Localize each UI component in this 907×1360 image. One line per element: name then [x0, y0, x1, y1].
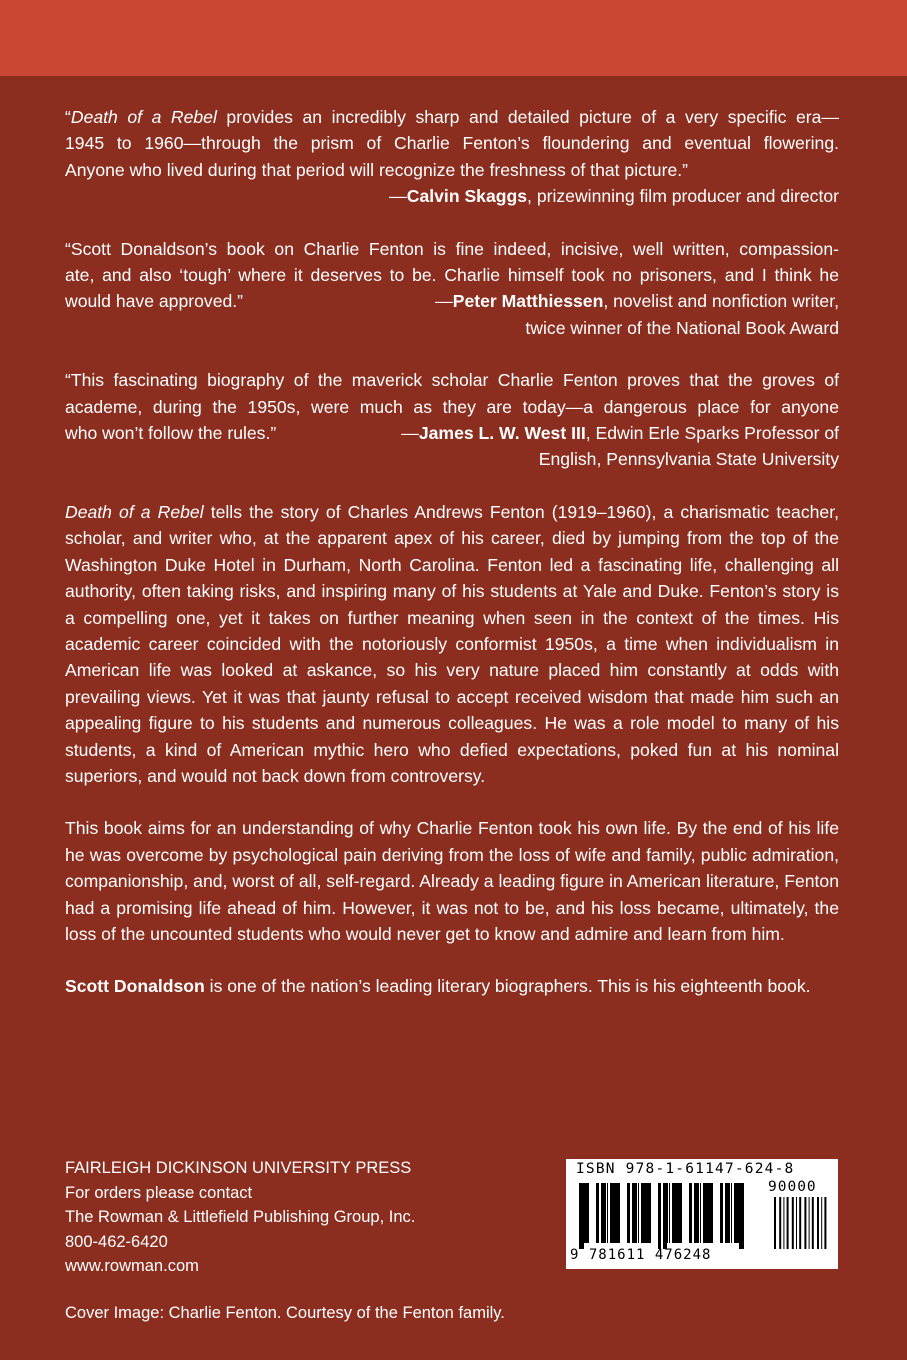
barcode-addon-bar: [792, 1197, 794, 1249]
author-name: Scott Donaldson: [65, 976, 205, 997]
barcode-bar: [700, 1183, 701, 1243]
barcode-bar: [607, 1183, 608, 1243]
barcode-bar: [627, 1183, 630, 1243]
barcode-addon-bar: [809, 1197, 810, 1249]
barcode-digits: 9 781611 476248: [570, 1247, 712, 1263]
attribution-name: James L. W. West III: [418, 423, 586, 444]
barcode-bar: [725, 1183, 728, 1243]
publisher-name: FAIRLEIGH DICKINSON UNIVERSITY PRESS: [65, 1159, 412, 1177]
author-bio: Scott Donaldson is one of the nation’s leading literary biographers. This is his eighteenth book.: [65, 976, 811, 997]
blurb-quote-line: ate, and also ‘tough’ where it deserves to be. Charlie himself took no prisoners, and I think he: [65, 265, 839, 286]
barcode-bars-icon: [576, 1183, 828, 1249]
barcode-addon-bar: [783, 1197, 784, 1249]
publisher-info: [65, 1156, 485, 1279]
barcode-bar: [672, 1183, 674, 1243]
orders-text: For orders please contact: [65, 1183, 253, 1202]
barcode-bar: [615, 1183, 617, 1243]
barcode-bar: [720, 1183, 723, 1243]
barcode-bar: [705, 1183, 708, 1243]
barcode-bar: [677, 1183, 679, 1243]
blurb-quote-line: “Scott Donaldson’s book on Charlie Fenton is fine indeed, incisive, well written, compassion-: [65, 238, 839, 259]
blurb-attribution-line2: English, Pennsylvania State University: [538, 449, 839, 470]
blurb-quote-line: 1945 to 1960—through the prism of Charlie Fenton’s floundering and eventual flowering.: [65, 133, 839, 154]
barcode-bar: [680, 1183, 682, 1243]
back-cover-text: [65, 104, 839, 1000]
barcode-bar: [601, 1183, 604, 1243]
barcode-bar: [667, 1183, 668, 1243]
barcode-addon-bar: [817, 1197, 819, 1249]
barcode-addon-bar: [796, 1197, 797, 1249]
barcode-bar: [710, 1183, 711, 1243]
blurb-quote: “Death of a Rebel provides an incredibly sharp and detailed picture of a very specific era—: [65, 107, 839, 127]
blurb-peter-matthiessen: [65, 236, 839, 342]
isbn-barcode: [566, 1159, 838, 1269]
barcode-addon-bar: [821, 1197, 822, 1249]
barcode-bar: [646, 1183, 648, 1243]
barcode-bar: [579, 1183, 581, 1249]
barcode-bar: [635, 1183, 636, 1243]
barcode-bar: [587, 1183, 589, 1243]
book-description: Death of a Rebel tells the story of Charles Andrews Fenton (1919–1960), a charismatic teacher, scholar, and writer who, at the apparent apex of his career, died by jumping from the top of the Washington Duke Hotel in Durham, North Carolina. Fenton led a fascinating life, challenging all authority, often taking risks, and inspiring many of his students at Yale and Duke. Fenton’s story is a compelling one, yet it takes on further meaning when seen in the context of the times. His academic career coincided with the notoriously conformist 1950s, a time when individualism in American life was looked at askance, so his very nature placed him constantly at odds with prevailing views. Yet it was that jaunty refusal to accept received wisdom that made him such an appealing figure to his students and numerous colleagues. He was a role model to many of his students, a kind of American mythic hero who defied expectations, poked fun at his nominal superiors, and would not back down from controversy.: [65, 501, 839, 786]
barcode-addon-bar: [787, 1197, 789, 1249]
barcode-bar: [636, 1183, 637, 1243]
barcode-bar: [596, 1183, 599, 1243]
barcode-bar: [605, 1183, 606, 1243]
barcode-addon-bar: [824, 1197, 826, 1249]
barcode-bar: [638, 1183, 639, 1243]
book-title-italic: Death of a Rebel: [70, 107, 217, 127]
barcode-bar: [741, 1183, 742, 1249]
blurb-james-west: [65, 367, 839, 473]
blurb-quote-line: “This fascinating biography of the maverick scholar Charlie Fenton proves that the groves of: [65, 370, 839, 391]
blurb-attribution: who won’t follow the rules.” —James L. W. West III, Edwin Erle Sparks Professor of: [65, 423, 839, 444]
barcode-bar: [689, 1183, 692, 1243]
blurb-calvin-skaggs: [65, 104, 839, 210]
barcode-bar: [581, 1183, 584, 1249]
barcode-bar: [612, 1183, 615, 1243]
blurb-attribution-line2: twice winner of the National Book Award: [525, 317, 839, 338]
barcode-bar: [731, 1183, 732, 1243]
barcode-bar: [617, 1183, 618, 1243]
barcode-bar: [694, 1183, 697, 1243]
barcode-bar: [736, 1183, 739, 1243]
barcode-bar: [643, 1183, 646, 1243]
barcode-bar: [618, 1183, 620, 1243]
blurb-quote-line: Anyone who lived during that period will recognize the freshness of that picture.”: [65, 159, 688, 180]
barcode-addon-bar: [774, 1197, 776, 1249]
barcode-addon-bar: [779, 1197, 781, 1249]
barcode-bar: [641, 1183, 643, 1243]
barcode-bar: [729, 1183, 730, 1243]
barcode-bar: [610, 1183, 612, 1243]
top-color-band: [0, 0, 907, 76]
barcode-bar: [708, 1183, 710, 1243]
blurb-quote-line: academe, during the 1950s, were much as they are today—a dangerous place for anyone: [65, 396, 839, 417]
cover-credit: Cover Image: Charlie Fenton. Courtesy of the Fenton family.: [65, 1304, 505, 1322]
barcode-bar: [663, 1183, 666, 1249]
barcode-addon: 90000: [768, 1179, 817, 1195]
barcode-bar: [649, 1183, 651, 1243]
barcode-bar: [698, 1183, 699, 1243]
blurb-attribution: would have approved.” —Peter Matthiessen, novelist and nonfiction writer,: [65, 291, 839, 312]
book-description-2: This book aims for an understanding of why Charlie Fenton took his own life. By the end of his life he was overcome by psychological pain deriving from the loss of wife and family, public admiration, companionship, and, worst of all, self-regard. Already a leading figure in American literature, Fenton had a promising life ahead of him. However, it was not to be, and his loss became, ultimately, the loss of the uncounted students who would never get to know and admire and learn from him.: [65, 818, 839, 944]
barcode-bar: [648, 1183, 649, 1243]
barcode-bar: [584, 1183, 586, 1243]
attribution-name: Peter Matthiessen: [452, 291, 604, 312]
barcode-addon-bar: [799, 1197, 801, 1249]
barcode-bar: [658, 1183, 661, 1249]
barcode-bar: [734, 1183, 736, 1243]
book-title-italic: Death of a Rebel: [65, 501, 204, 522]
website-link: www.rowman.com: [65, 1257, 199, 1275]
barcode-bar: [674, 1183, 677, 1243]
blurb-attribution: —Calvin Skaggs, prizewinning film producer and director: [389, 186, 839, 207]
barcode-bar: [632, 1183, 635, 1243]
barcode-bar: [711, 1183, 713, 1243]
barcode-bar: [666, 1183, 667, 1249]
barcode-bar: [697, 1183, 698, 1243]
barcode-bar: [742, 1183, 744, 1249]
isbn-text: ISBN 978-1-61147-624-8: [576, 1161, 795, 1177]
attribution-name: Calvin Skaggs: [406, 186, 528, 207]
barcode-bar: [604, 1183, 605, 1243]
barcode-addon-bar: [812, 1197, 814, 1249]
barcode-bar: [703, 1183, 705, 1243]
barcode-bar: [669, 1183, 670, 1243]
barcode-addon-bar: [804, 1197, 806, 1249]
barcode-bar: [739, 1183, 741, 1249]
barcode-bar: [679, 1183, 680, 1243]
phone-number: 800-462-6420: [65, 1232, 168, 1251]
distributor-name: The Rowman & Littlefield Publishing Group, Inc.: [65, 1208, 416, 1226]
barcode-bar: [728, 1183, 729, 1243]
barcode-bar: [586, 1183, 587, 1243]
